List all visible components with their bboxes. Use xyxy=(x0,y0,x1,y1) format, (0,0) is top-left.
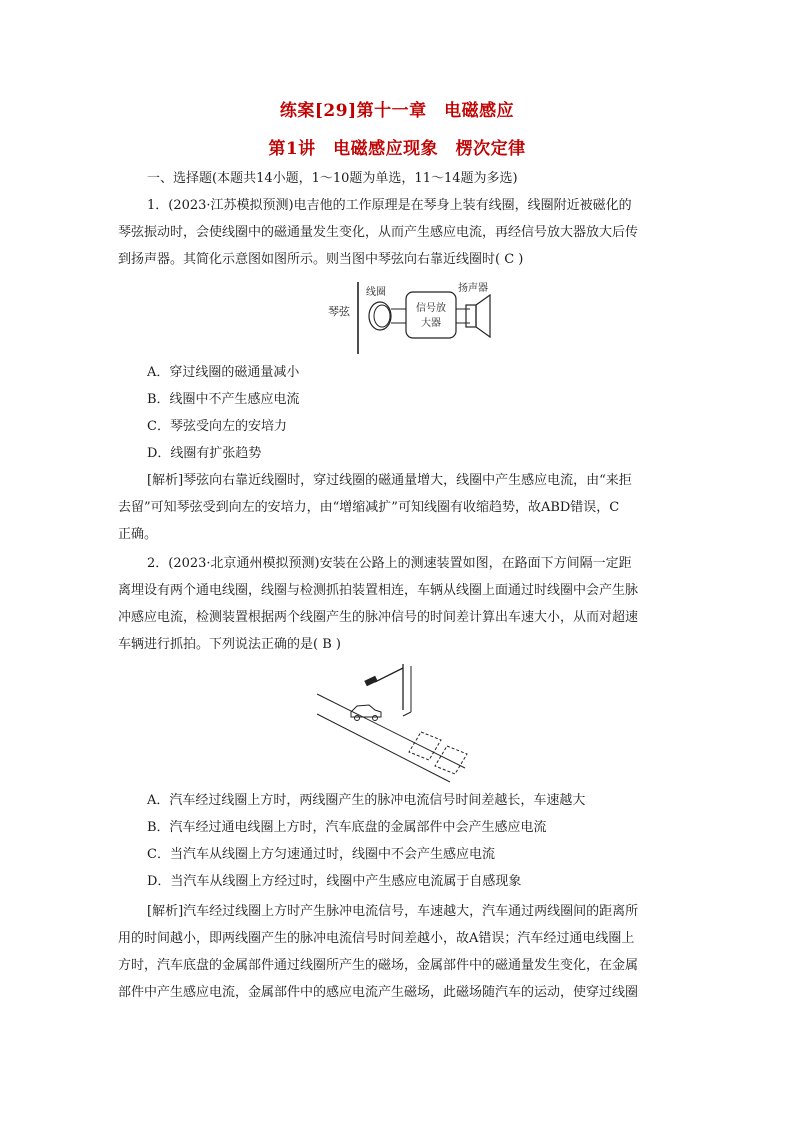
page-title: 练案[29]第十一章 电磁感应 xyxy=(279,101,515,121)
q1-line-3: 到扬声器。其简化示意图如图所示。则当图中琴弦向右靠近线圈时( C ) xyxy=(118,252,524,267)
q2-option-d: D．当汽车从线圈上方经过时，线圈中产生感应电流属于自感现象 xyxy=(147,874,522,889)
coil-2 xyxy=(435,746,467,774)
speaker-body xyxy=(466,305,476,327)
amplifier-label-1: 信号放 xyxy=(416,303,446,314)
camera-icon xyxy=(364,676,377,687)
electric-guitar-diagram xyxy=(322,280,497,358)
string-label: 琴弦 xyxy=(328,305,350,318)
q2-line-2: 离埋设有两个通电线圈，线圈与检测抓拍装置相连，车辆从线圈上面通过时线圈中会产生脉 xyxy=(118,583,639,598)
q2-line-4: 车辆进行抓拍。下列说法正确的是( B ) xyxy=(118,637,341,652)
road-edge-far xyxy=(317,694,465,768)
speed-camera-diagram xyxy=(315,660,500,785)
q2-line-1: 2．(2023·北京通州模拟预测)安装在公路上的测速装置如图，在路面下方间隔一定距 xyxy=(147,556,632,571)
q2-analysis-line-2: 用的时间越小，即两线圈产生的脉冲电流信号时间差越小，故A错误；汽车经过通电线圈上 xyxy=(118,931,635,946)
coil-inner xyxy=(374,305,390,327)
speaker-cone xyxy=(476,295,490,337)
q2-option-c: C．当汽车从线圈上方匀速通过时，线圈中不会产生感应电流 xyxy=(147,847,495,862)
speaker-label: 扬声器 xyxy=(458,283,488,294)
q1-option-a: A．穿过线圈的磁通量减小 xyxy=(147,365,300,380)
amplifier-label-2: 大器 xyxy=(421,318,441,329)
coil-label: 线圈 xyxy=(366,287,386,298)
q1-option-c: C．琴弦受向左的安培力 xyxy=(147,419,287,434)
q1-line-1: 1．(2023·江苏模拟预测)电吉他的工作原理是在琴身上装有线圈，线圈附近被磁化的 xyxy=(147,198,632,213)
detector-cable xyxy=(403,712,411,716)
q2-option-b: B．汽车经过通电线圈上方时，汽车底盘的金属部件中会产生感应电流 xyxy=(147,820,547,835)
q2-option-a: A．汽车经过线圈上方时，两线圈产生的脉冲电流信号时间差越长，车速越大 xyxy=(147,793,586,808)
coil-1 xyxy=(409,732,441,760)
q2-analysis-line-3: 方时，汽车底盘的金属部件通过线圈所产生的磁场，金属部件中的磁通量发生变化，在金属 xyxy=(118,958,639,973)
q1-analysis-line-3: 正确。 xyxy=(118,527,158,542)
q1-option-d: D．线圈有扩张趋势 xyxy=(147,446,262,461)
road-edge-near xyxy=(317,714,450,782)
q1-analysis-line-1: [解析]琴弦向右靠近线圈时，穿过线圈的磁通量增大，线圈中产生感应电流，由“来拒 xyxy=(147,473,632,488)
q1-line-2: 琴弦振动时，会使线圈中的磁通量发生变化，从而产生感应电流，再经信号放大器放大后传 xyxy=(118,225,639,240)
amplifier-box xyxy=(406,292,456,338)
coil-outer xyxy=(369,302,391,330)
camera-arm xyxy=(375,668,403,682)
q1-analysis-line-2: 去留”可知琴弦受到向左的安培力，由“增缩减扩”可知线圈有收缩趋势，故ABD错误，C xyxy=(118,500,620,515)
section-heading: 一、选择题(本题共14小题，1～10题为单选，11～14题为多选) xyxy=(147,171,518,186)
q2-analysis-line-4: 部件中产生感应电流，金属部件中的感应电流产生磁场，此磁场随汽车的运动，使穿过线圈 xyxy=(118,985,639,1000)
q2-analysis-line-1: [解析]汽车经过线圈上方时产生脉冲电流信号，车速越大，汽车通过两线圈间的距离所 xyxy=(147,904,639,919)
lesson-subtitle: 第1讲 电磁感应现象 楞次定律 xyxy=(268,139,526,159)
q2-line-3: 冲感应电流，检测装置根据两个线圈产生的脉冲信号的时间差计算出车速大小，从而对超速 xyxy=(118,610,639,625)
q1-option-b: B．线圈中不产生感应电流 xyxy=(147,392,300,407)
